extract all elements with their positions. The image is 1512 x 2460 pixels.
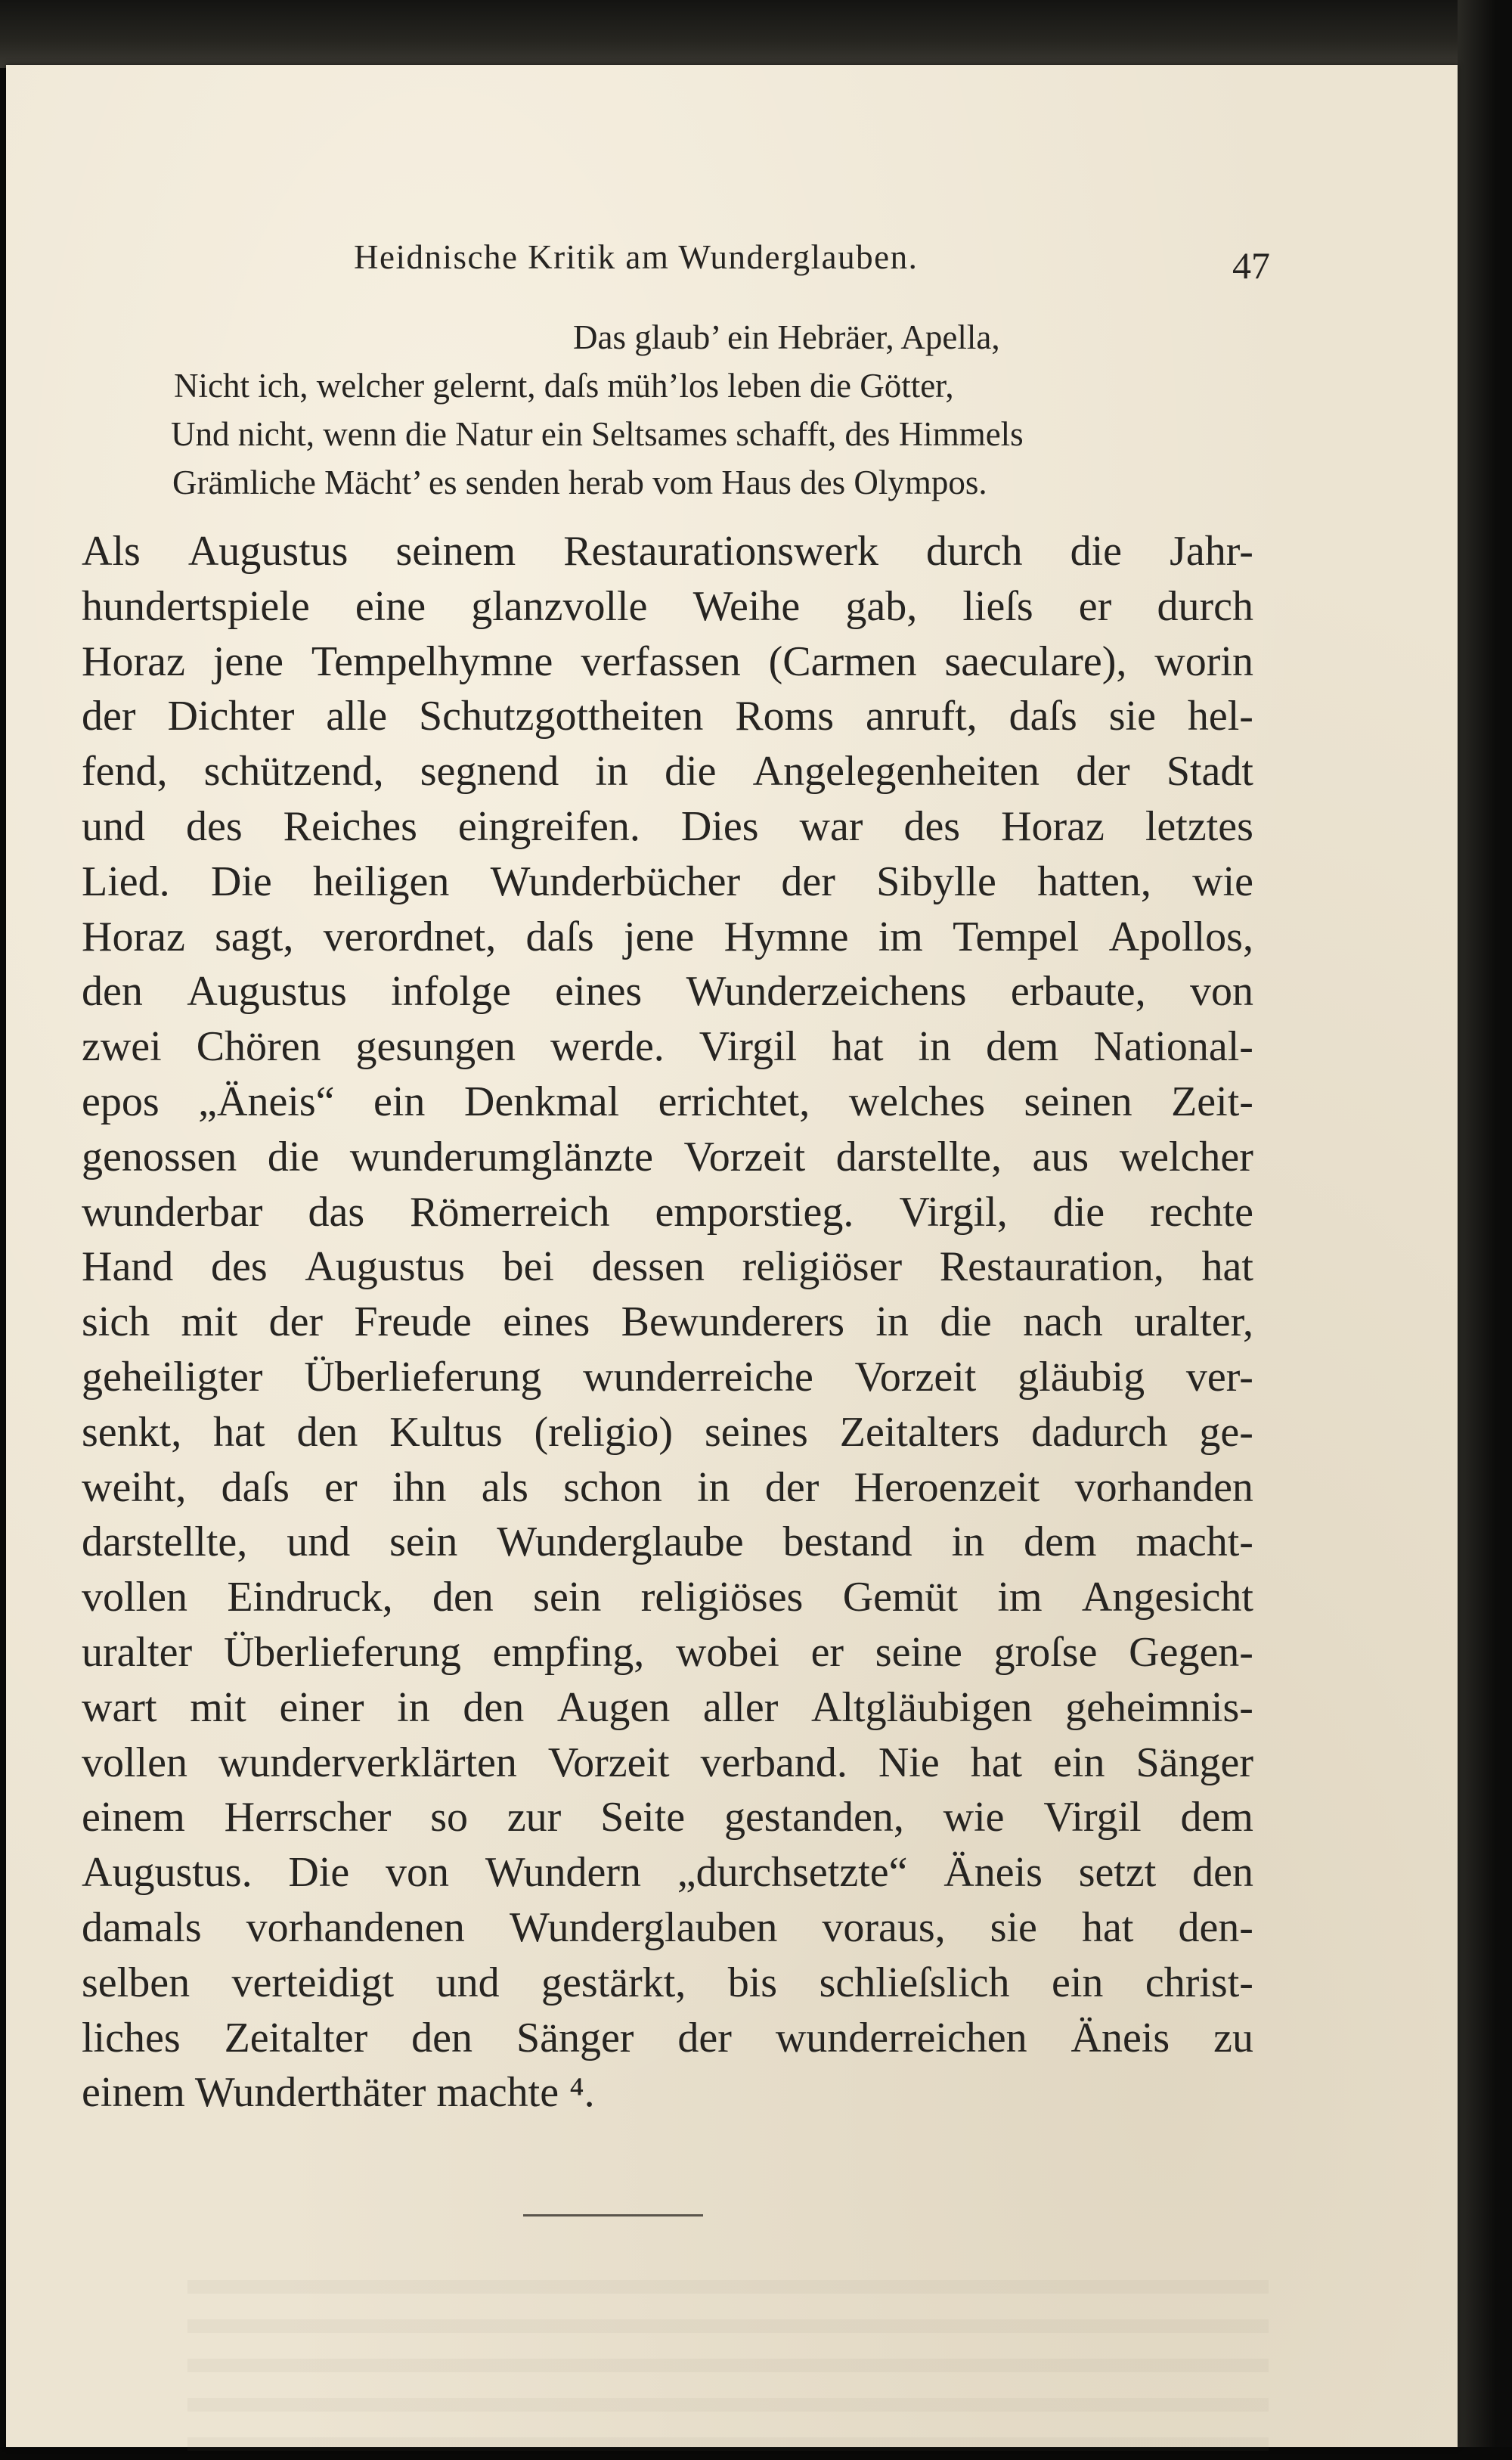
body-text-line: einem Herrscher so zur Seite gestanden, wie Virgil dem: [82, 1794, 1253, 1841]
body-text-line: der Dichter alle Schutzgottheiten Roms anruft, daſs sie hel-: [82, 693, 1253, 740]
verse-line: Das glaub’ ein Hebräer, Apella,: [573, 318, 1000, 356]
body-text-line: sich mit der Freude eines Bewunderers in die nach uralter,: [82, 1298, 1253, 1346]
body-text-line: Augustus. Die von Wundern „durchsetzte“ Äneis setzt den: [82, 1849, 1253, 1897]
body-text-line: geheiligter Überlieferung wunderreiche Vorzeit gläubig ver-: [82, 1354, 1253, 1401]
body-text-line: zwei Chören gesungen werde. Virgil hat in dem National-: [82, 1023, 1253, 1071]
body-text-line: senkt, hat den Kultus (religio) seines Zeitalters dadurch ge-: [82, 1408, 1253, 1456]
body-text-line: darstellte, und sein Wunderglaube bestand in dem macht-: [82, 1518, 1253, 1566]
body-text-line: Horaz jene Tempelhymne verfassen (Carmen saeculare), worin: [82, 637, 1253, 685]
body-text-line: liches Zeitalter den Sänger der wunderreichen Äneis zu: [82, 2014, 1253, 2061]
book-page: [6, 65, 1458, 2447]
body-text-line: uralter Überlieferung empfing, wobei er seine groſse Gegen-: [82, 1629, 1253, 1676]
body-text-line: einem Wunderthäter machte ⁴.: [82, 2069, 595, 2117]
body-text-line: vollen Eindruck, den sein religiöses Gemüt im Angesicht: [82, 1574, 1253, 1621]
book-spine-edge: [1458, 0, 1512, 2460]
body-text-line: epos „Äneis“ ein Denkmal errichtet, welches seinen Zeit-: [82, 1078, 1253, 1125]
verse-line: Und nicht, wenn die Natur ein Seltsames schafft, des Himmels: [171, 415, 1024, 453]
body-text-line: damals vorhandenen Wunderglauben voraus, sie hat den-: [82, 1904, 1253, 1951]
body-text-line: vollen wunderverklärten Vorzeit verband. Nie hat ein Sänger: [82, 1739, 1253, 1786]
body-text-line: und des Reiches eingreifen. Dies war des Horaz letztes: [82, 803, 1253, 850]
footnote-rule: [523, 2214, 703, 2216]
verse-line: Nicht ich, welcher gelernt, daſs müh’los leben die Götter,: [174, 367, 954, 405]
body-text-line: Hand des Augustus bei dessen religiöser Restauration, hat: [82, 1243, 1253, 1291]
body-text-line: hundertspiele eine glanzvolle Weihe gab, lieſs er durch: [82, 582, 1253, 630]
bleed-through-text: [187, 2254, 1269, 2460]
body-text-line: Lied. Die heiligen Wunderbücher der Sibylle hatten, wie: [82, 858, 1253, 905]
body-text-line: wunderbar das Römerreich emporstieg. Virgil, die rechte: [82, 1188, 1253, 1236]
verse-line: Grämliche Mächt’ es senden herab vom Haus des Olympos.: [172, 464, 987, 501]
book-top-edge: [0, 0, 1512, 68]
body-text-line: Als Augustus seinem Restaurationswerk durch die Jahr-: [82, 528, 1253, 575]
body-text-line: fend, schützend, segnend in die Angelegenheiten der Stadt: [82, 748, 1253, 796]
body-text-line: den Augustus infolge eines Wunderzeichens erbaute, von: [82, 968, 1253, 1016]
body-text-line: genossen die wunderumglänzte Vorzeit darstellte, aus welcher: [82, 1133, 1253, 1180]
body-text-line: selben verteidigt und gestärkt, bis schlieſslich ein christ-: [82, 1959, 1253, 2006]
body-text-line: weiht, daſs er ihn als schon in der Heroenzeit vorhanden: [82, 1463, 1253, 1511]
body-paragraph: [6, 65, 1458, 2447]
page-number: 47: [1232, 244, 1270, 287]
body-text-line: Horaz sagt, verordnet, daſs jene Hymne im Tempel Apollos,: [82, 913, 1253, 960]
running-head: Heidnische Kritik am Wunderglauben.: [354, 238, 919, 276]
body-text-line: wart mit einer in den Augen aller Altgläubigen geheimnis-: [82, 1683, 1253, 1731]
